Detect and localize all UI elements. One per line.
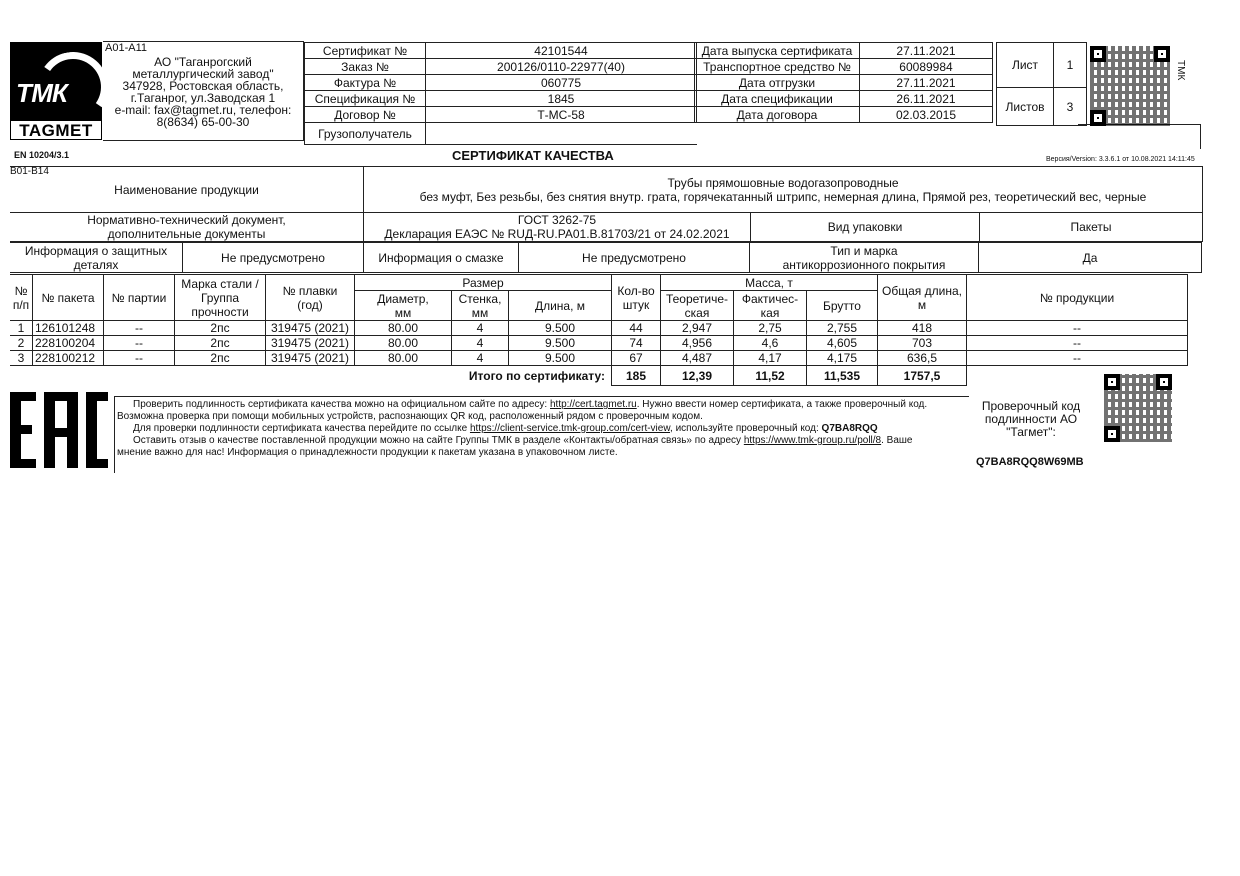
qr-code-top — [1090, 46, 1170, 126]
protect-value: Не предусмотрено — [183, 243, 364, 273]
col-gross: Брутто — [807, 291, 878, 321]
transport-number: 60089984 — [860, 59, 993, 75]
form-code: A01-A11 — [105, 42, 147, 54]
sheets-label: Листов — [997, 88, 1054, 126]
sheet-number: 1 — [1054, 43, 1087, 88]
standard-code: EN 10204/3.1 — [14, 150, 70, 160]
note-line2: Возможна проверка при помощи мобильных устройств, распознающих QR код, расположенный рядом с проверочным кодом. — [117, 411, 703, 422]
issue-date: 27.11.2021 — [860, 43, 993, 59]
company-block — [103, 41, 304, 141]
totals-gross: 11,535 — [807, 366, 878, 386]
totals-label: Итого по сертификату: — [10, 366, 612, 386]
col-steel: Марка стали / Группа прочности — [175, 275, 266, 321]
version-text: Версия/Version: 3.3.6.1 от 10.08.2021 14:11:45 — [1046, 156, 1195, 163]
shipment-date: 27.11.2021 — [860, 75, 993, 91]
eac-mark — [10, 392, 106, 468]
totals-fact: 11,52 — [734, 366, 807, 386]
col-mass: Масса, т — [661, 275, 878, 291]
doc-value: ГОСТ 3262-75 Декларация ЕАЭС № RUД-RU.PA01.B.81703/21 от 24.02.2021 — [364, 213, 751, 242]
col-diameter: Диаметр, мм — [355, 291, 452, 321]
pack-type: Пакеты — [980, 213, 1203, 242]
coating-label: Тип и марка антикоррозионного покрытия — [750, 243, 979, 273]
cert-link[interactable]: http://cert.tagmet.ru — [550, 399, 637, 410]
invoice-label: Фактура № — [305, 75, 426, 91]
consignee-label: Грузополучатель — [305, 123, 426, 145]
product-table — [10, 166, 1203, 242]
shipment-label: Дата отгрузки — [695, 75, 860, 91]
contract-label: Договор № — [305, 107, 426, 123]
spec-date: 26.11.2021 — [860, 91, 993, 107]
product-name-label: Наименование продукции — [10, 167, 364, 213]
verification-note: Проверить подлинность сертификата качества можно на официальном сайте по адресу: http://cert.tagmet.ru. Нужно ввести номер сертификата, а также проверочный код. Возможна проверка при помощи мобильных устройств, распознающих QR код, расположенный рядом с проверочным кодом. Для проверки подлинности сертификата качества перейдите по ссылке https://client-service.tmk-group.com/cert-view, используйте проверочный код: Q7BA8RQQ Оставить отзыв о качестве поставленной продукции можно на сайте Группы ТМК в разделе «Контакты/обратная связь» по адресу https://www.tmk-group.ru/poll/8. Ваше мнение важно для нас! Информация о принадлежности продукции к пакетам указана в упаковочном листе. — [114, 396, 969, 473]
contract-date: 02.03.2015 — [860, 107, 993, 123]
verify-label: Проверочный код подлинности АО "Тагмет": — [981, 399, 1081, 439]
sheet-table — [996, 42, 1087, 126]
col-fact: Фактичес- кая — [734, 291, 807, 321]
col-batch: № партии — [104, 275, 175, 321]
spec-date-label: Дата спецификации — [695, 91, 860, 107]
qr-code-bottom — [1104, 374, 1172, 442]
contract-date-label: Дата договора — [695, 107, 860, 123]
tagmet-logo — [10, 42, 102, 140]
header-left-table — [304, 42, 697, 145]
company-address: АО "Таганрогский металлургический завод" 347928, Ростовская область, г.Таганрог, ул.Заводская 1 e-mail: fax@tagmet.ru, телефон: 8(8634) 65-00-30 — [114, 55, 292, 129]
col-length: Длина, м — [509, 291, 612, 321]
header-frame-right — [1078, 124, 1201, 149]
col-total-length: Общая длина, м — [878, 275, 967, 321]
col-wall: Стенка, мм — [452, 291, 509, 321]
order-number: 200126/0110-22977(40) — [426, 59, 697, 75]
verify-code-inline: Q7BA8RQQ — [821, 423, 878, 434]
coating-value: Да — [979, 243, 1202, 273]
col-no: № п/п — [10, 275, 33, 321]
issue-date-label: Дата выпуска сертификата — [695, 43, 860, 59]
table-row: 1 126101248 -- 2пс 319475 (2021) 80.00 4 9.500 44 2,947 2,75 2,755 418 -- — [10, 321, 1188, 336]
totals-qty: 185 — [612, 366, 661, 386]
logo-tagmet-text: TAGMET — [10, 120, 102, 140]
product-name: Трубы прямошовные водогазопроводные без муфт, Без резьбы, без снятия внутр. грата, горячекатанный штрипс, немерная длина, Прямой рез, теоретический вес, черные — [364, 167, 1203, 213]
packages-table — [10, 274, 1188, 386]
invoice-number: 060775 — [426, 75, 697, 91]
note-line5: мнение важно для нас! Информация о принадлежности продукции к пакетам указана в упаковочном листе. — [117, 447, 618, 458]
verify-code: Q7BA8RQQ8W69MB — [976, 456, 1084, 468]
spec-label: Спецификация № — [305, 91, 426, 107]
totals-length: 1757,5 — [878, 366, 967, 386]
order-label: Заказ № — [305, 59, 426, 75]
document-title: СЕРТИФИКАТ КАЧЕСТВА — [452, 148, 614, 163]
grease-value: Не предусмотрено — [519, 243, 750, 273]
table-row: 2 228100204 -- 2пс 319475 (2021) 80.00 4 9.500 74 4,956 4,6 4,605 703 -- — [10, 336, 1188, 351]
certificate-label: Сертификат № — [305, 43, 426, 59]
side-mark: ТМК — [1175, 60, 1186, 81]
block-code: B01-B14 — [10, 166, 49, 177]
pack-type-label: Вид упаковки — [751, 213, 980, 242]
protection-table — [10, 242, 1202, 273]
grease-label: Информация о смазке — [364, 243, 519, 273]
col-size: Размер — [355, 275, 612, 291]
col-qty: Кол-во штук — [612, 275, 661, 321]
col-product-no: № продукции — [967, 275, 1188, 321]
col-theor: Теоретиче- ская — [661, 291, 734, 321]
doc-label: Нормативно-технический документ, дополнительные документы — [10, 213, 364, 242]
sheets-count: 3 — [1054, 88, 1087, 126]
totals-theor: 12,39 — [661, 366, 734, 386]
col-heat: № плавки (год) — [266, 275, 355, 321]
table-row: 3 228100212 -- 2пс 319475 (2021) 80.00 4 9.500 67 4,487 4,17 4,175 636,5 -- — [10, 351, 1188, 366]
certificate-number: 42101544 — [426, 43, 697, 59]
sheet-label: Лист — [997, 43, 1054, 88]
protect-label: Информация о защитных деталях — [10, 243, 183, 273]
header-right-table — [694, 42, 993, 123]
eac-mark-text — [10, 472, 12, 473]
transport-label: Транспортное средство № — [695, 59, 860, 75]
client-service-link[interactable]: https://client-service.tmk-group.com/cert-view — [469, 423, 671, 434]
consignee-value — [426, 123, 697, 145]
spec-number: 1845 — [426, 91, 697, 107]
poll-link[interactable]: https://www.tmk-group.ru/poll/8 — [743, 435, 882, 446]
contract-number: Т-МС-58 — [426, 107, 697, 123]
col-pack: № пакета — [33, 275, 104, 321]
logo-tmk-text: ТМК — [16, 78, 67, 108]
totals-row — [10, 366, 1188, 386]
